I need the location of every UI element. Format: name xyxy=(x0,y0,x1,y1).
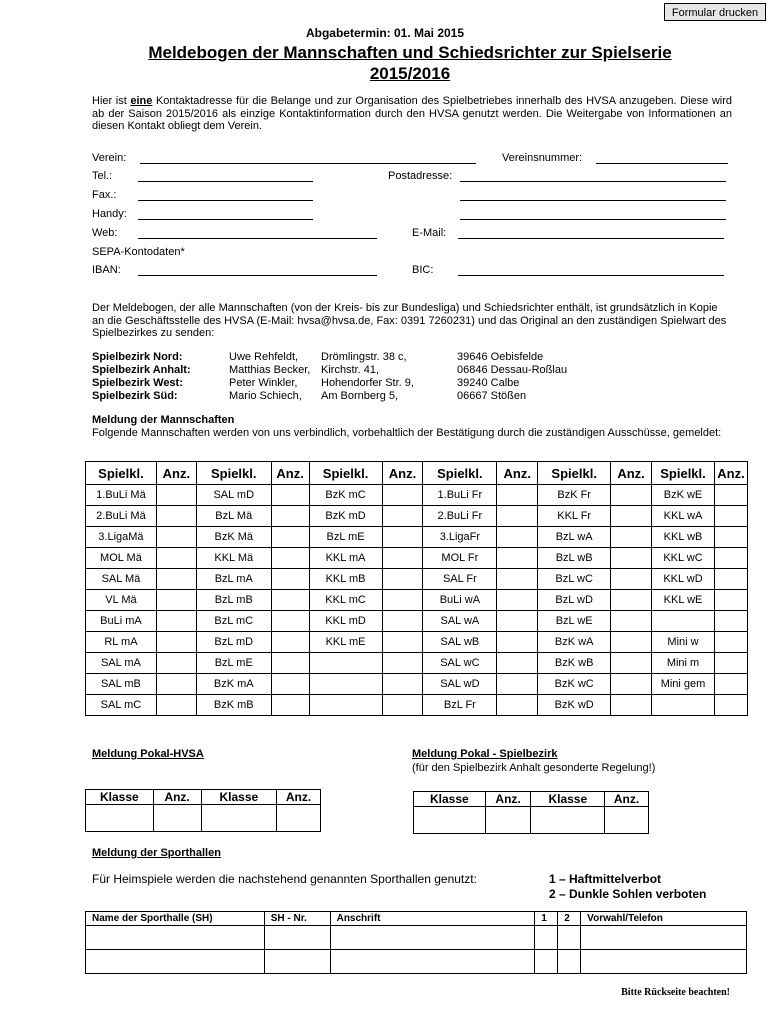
team-class-cell: SAL mA xyxy=(86,653,157,674)
team-class-cell: BzL mB xyxy=(196,590,271,611)
klasse-cell[interactable] xyxy=(201,805,277,832)
intro-paragraph xyxy=(92,95,732,133)
team-class-cell: KKL mB xyxy=(309,569,382,590)
web-label: Web: xyxy=(92,227,118,239)
column-header: Anz. xyxy=(271,462,309,485)
team-class-cell: 2.BuLi Mä xyxy=(86,506,157,527)
team-count-cell[interactable] xyxy=(271,485,309,506)
team-count-cell[interactable] xyxy=(714,695,747,716)
team-class-cell: BzK mD xyxy=(309,506,382,527)
team-count-cell[interactable] xyxy=(497,569,538,590)
bezirk-name: Spielbezirk Nord: xyxy=(92,351,183,363)
column-header: Spielkl. xyxy=(538,462,611,485)
team-count-cell[interactable] xyxy=(271,590,309,611)
team-count-cell[interactable] xyxy=(271,632,309,653)
team-count-cell[interactable] xyxy=(382,569,423,590)
bezirk-person: Matthias Becker, xyxy=(229,364,311,376)
hall-check-1-cell[interactable] xyxy=(535,926,558,950)
column-header: Anz. xyxy=(156,462,196,485)
team-class-cell: BzL mE xyxy=(196,653,271,674)
team-count-cell[interactable] xyxy=(714,506,747,527)
bezirk-city: 06667 Stößen xyxy=(457,390,527,402)
table-row xyxy=(86,569,748,590)
tel-field[interactable] xyxy=(138,181,313,182)
team-count-cell[interactable] xyxy=(714,653,747,674)
team-class-cell: KKL wB xyxy=(652,527,715,548)
deadline: Abgabetermin: 01. Mai 2015 xyxy=(305,26,465,40)
halls-table xyxy=(85,911,747,974)
team-class-cell: SAL mB xyxy=(86,674,157,695)
team-count-cell[interactable] xyxy=(382,506,423,527)
team-class-cell: MOL Fr xyxy=(423,548,497,569)
team-count-cell[interactable] xyxy=(156,485,196,506)
print-form-button[interactable]: Formular drucken xyxy=(664,3,766,21)
halls-text: Für Heimspiele werden die nachstehend genannten Sporthallen genutzt: xyxy=(92,872,477,886)
team-count-cell[interactable] xyxy=(382,632,423,653)
team-count-cell[interactable] xyxy=(714,569,747,590)
team-count-cell[interactable] xyxy=(714,485,747,506)
team-count-cell[interactable] xyxy=(611,548,652,569)
team-count-cell[interactable] xyxy=(714,590,747,611)
team-class-cell: BzK wA xyxy=(538,632,611,653)
pokal-bezirk-note: (für den Spielbezirk Anhalt gesonderte Regelung!) xyxy=(412,762,656,774)
team-class-cell: BuLi wA xyxy=(423,590,497,611)
team-class-cell: RL mA xyxy=(86,632,157,653)
teams-heading: Meldung der Mannschaften xyxy=(92,414,235,426)
column-header: 1 xyxy=(535,912,558,926)
team-class-cell: SAL Fr xyxy=(423,569,497,590)
hall-address-cell[interactable] xyxy=(330,950,535,974)
table-row xyxy=(86,611,748,632)
team-class-cell: KKL mC xyxy=(309,590,382,611)
hall-check-2-cell[interactable] xyxy=(558,926,581,950)
team-count-cell[interactable] xyxy=(156,548,196,569)
team-count-cell[interactable] xyxy=(382,590,423,611)
team-count-cell[interactable] xyxy=(271,548,309,569)
bezirk-person: Peter Winkler, xyxy=(229,377,298,389)
team-class-cell: SAL mD xyxy=(196,485,271,506)
column-header: Anz. xyxy=(153,790,201,805)
web-field[interactable] xyxy=(138,238,377,239)
team-count-cell[interactable] xyxy=(497,674,538,695)
column-header: Anz. xyxy=(714,462,747,485)
team-class-cell xyxy=(309,695,382,716)
team-count-cell[interactable] xyxy=(611,485,652,506)
team-class-cell: KKL Fr xyxy=(538,506,611,527)
pokal-hvsa-table xyxy=(85,789,321,832)
intro-part-2: Kontaktadresse für die Belange und zur Organisation des Spielbetriebes innerhalb des HVSA anzugeben. Diese wird ab der Saison 2015/2016 als einzige Kontaktinformation durch den HVSA genutzt werden. Die Weitergabe von Informationen an diesen Kontakt obliegt dem Verein. xyxy=(92,95,733,132)
column-header: Anz. xyxy=(605,792,649,807)
postadresse-label: Postadresse: xyxy=(388,170,453,182)
bezirk-street: Drömlingstr. 38 c, xyxy=(321,351,407,363)
verein-label: Verein: xyxy=(92,152,127,164)
hall-address-cell[interactable] xyxy=(330,926,535,950)
team-class-cell: BzL mE xyxy=(309,527,382,548)
team-class-cell: 1.BuLi Fr xyxy=(423,485,497,506)
postadresse-field[interactable] xyxy=(460,181,726,182)
anzahl-cell[interactable] xyxy=(153,805,201,832)
team-class-cell: KKL mD xyxy=(309,611,382,632)
klasse-cell[interactable] xyxy=(531,807,605,834)
iban-label: IBAN: xyxy=(92,264,121,276)
team-count-cell[interactable] xyxy=(611,653,652,674)
team-class-cell: KKL wE xyxy=(652,590,715,611)
team-class-cell: BzL Fr xyxy=(423,695,497,716)
team-count-cell[interactable] xyxy=(156,695,196,716)
team-class-cell: KKL wD xyxy=(652,569,715,590)
team-class-cell: BzK wC xyxy=(538,674,611,695)
table-row xyxy=(86,950,747,974)
table-row xyxy=(86,632,748,653)
pokal-hvsa-heading: Meldung Pokal-HVSA xyxy=(92,748,204,760)
column-header: Klasse xyxy=(531,792,605,807)
column-header: Anz. xyxy=(485,792,531,807)
pokal-bezirk-table xyxy=(413,791,649,834)
fax-label: Fax.: xyxy=(92,189,117,201)
column-header: Anz. xyxy=(382,462,423,485)
team-class-cell: BzK wB xyxy=(538,653,611,674)
team-count-cell[interactable] xyxy=(497,611,538,632)
tel-label: Tel.: xyxy=(92,170,113,182)
column-header: Spielkl. xyxy=(86,462,157,485)
klasse-cell[interactable] xyxy=(414,807,486,834)
team-class-cell: BzL mA xyxy=(196,569,271,590)
team-count-cell[interactable] xyxy=(714,548,747,569)
column-header: Klasse xyxy=(414,792,486,807)
team-count-cell[interactable] xyxy=(156,590,196,611)
postadresse-field-3[interactable] xyxy=(460,219,726,220)
team-count-cell[interactable] xyxy=(382,674,423,695)
sepa-label: SEPA-Kontodaten* xyxy=(92,246,185,258)
team-count-cell[interactable] xyxy=(497,527,538,548)
anzahl-cell[interactable] xyxy=(605,807,649,834)
team-class-cell: 3.LigaFr xyxy=(423,527,497,548)
team-class-cell: Mini gem xyxy=(652,674,715,695)
team-count-cell[interactable] xyxy=(497,590,538,611)
team-class-cell: BzK wE xyxy=(652,485,715,506)
bezirk-street: Kirchstr. 41, xyxy=(321,364,380,376)
team-class-cell: Mini m xyxy=(652,653,715,674)
column-header: Spielkl. xyxy=(196,462,271,485)
halls-heading: Meldung der Sporthallen xyxy=(92,847,221,859)
team-count-cell[interactable] xyxy=(611,611,652,632)
team-class-cell: 2.BuLi Fr xyxy=(423,506,497,527)
halls-legend-2: 2 – Dunkle Sohlen verboten xyxy=(549,887,707,901)
team-class-cell: VL Mä xyxy=(86,590,157,611)
table-row xyxy=(86,485,748,506)
team-count-cell[interactable] xyxy=(271,653,309,674)
team-class-cell: KKL Mä xyxy=(196,548,271,569)
team-count-cell[interactable] xyxy=(497,695,538,716)
team-class-cell: BzK Fr xyxy=(538,485,611,506)
team-class-cell: BzK Mä xyxy=(196,527,271,548)
table-row xyxy=(86,653,748,674)
postadresse-field-2[interactable] xyxy=(460,200,726,201)
team-count-cell[interactable] xyxy=(382,653,423,674)
bezirk-street: Hohendorfer Str. 9, xyxy=(321,377,414,389)
bezirk-name: Spielbezirk Süd: xyxy=(92,390,178,402)
team-count-cell[interactable] xyxy=(611,527,652,548)
bic-label: BIC: xyxy=(412,264,434,276)
team-count-cell[interactable] xyxy=(271,674,309,695)
team-class-cell: BuLi mA xyxy=(86,611,157,632)
team-count-cell[interactable] xyxy=(156,653,196,674)
hall-check-1-cell[interactable] xyxy=(535,950,558,974)
column-header: Name der Sporthalle (SH) xyxy=(86,912,265,926)
table-row xyxy=(86,926,747,950)
team-class-cell: 1.BuLi Mä xyxy=(86,485,157,506)
team-class-cell: SAL wC xyxy=(423,653,497,674)
bezirk-person: Uwe Rehfeldt, xyxy=(229,351,299,363)
klasse-cell[interactable] xyxy=(86,805,154,832)
bezirk-name: Spielbezirk Anhalt: xyxy=(92,364,191,376)
column-header: Vorwahl/Telefon xyxy=(581,912,747,926)
hall-check-2-cell[interactable] xyxy=(558,950,581,974)
bezirk-street: Am Bornberg 5, xyxy=(321,390,399,402)
handy-label: Handy: xyxy=(92,208,127,220)
team-class-cell: BzL wD xyxy=(538,590,611,611)
team-class-cell: KKL mE xyxy=(309,632,382,653)
team-count-cell[interactable] xyxy=(271,506,309,527)
bic-field[interactable] xyxy=(458,275,724,276)
team-class-cell: SAL wA xyxy=(423,611,497,632)
verein-field[interactable] xyxy=(140,163,476,164)
table-row xyxy=(86,548,748,569)
team-count-cell[interactable] xyxy=(497,485,538,506)
team-count-cell[interactable] xyxy=(611,632,652,653)
bezirk-city: 06846 Dessau-Roßlau xyxy=(457,364,568,376)
intro-part-1: Hier ist xyxy=(92,95,131,107)
fax-field[interactable] xyxy=(138,200,313,201)
team-class-cell: BzL mD xyxy=(196,632,271,653)
teams-table xyxy=(85,461,748,716)
team-count-cell[interactable] xyxy=(714,611,747,632)
team-count-cell[interactable] xyxy=(382,527,423,548)
footer-note: Bitte Rückseite beachten! xyxy=(621,987,730,998)
team-class-cell: BzL wA xyxy=(538,527,611,548)
title-line-2: 2015/2016 xyxy=(369,64,451,83)
table-row xyxy=(86,527,748,548)
team-count-cell[interactable] xyxy=(271,695,309,716)
bezirk-name: Spielbezirk West: xyxy=(92,377,183,389)
column-header: Klasse xyxy=(201,790,277,805)
bezirk-city: 39646 Oebisfelde xyxy=(457,351,544,363)
vereinsnummer-field[interactable] xyxy=(596,163,728,164)
team-count-cell[interactable] xyxy=(156,527,196,548)
team-class-cell: BzL mC xyxy=(196,611,271,632)
team-count-cell[interactable] xyxy=(611,674,652,695)
team-count-cell[interactable] xyxy=(382,485,423,506)
team-count-cell[interactable] xyxy=(497,653,538,674)
bezirk-person: Mario Schiech, xyxy=(229,390,302,402)
halls-legend-1: 1 – Haftmittelverbot xyxy=(549,872,662,886)
team-count-cell[interactable] xyxy=(382,695,423,716)
team-class-cell: SAL wD xyxy=(423,674,497,695)
team-class-cell: 3.LigaMä xyxy=(86,527,157,548)
column-header: Spielkl. xyxy=(652,462,715,485)
hall-number-cell[interactable] xyxy=(264,950,330,974)
anzahl-cell[interactable] xyxy=(277,805,321,832)
column-header: Anz. xyxy=(497,462,538,485)
team-count-cell[interactable] xyxy=(497,548,538,569)
team-class-cell: BzL wE xyxy=(538,611,611,632)
table-row xyxy=(86,805,321,832)
team-class-cell: BzL wB xyxy=(538,548,611,569)
team-count-cell[interactable] xyxy=(156,506,196,527)
team-class-cell: SAL mC xyxy=(86,695,157,716)
team-count-cell[interactable] xyxy=(156,569,196,590)
team-class-cell: BzK mA xyxy=(196,674,271,695)
team-class-cell: SAL Mä xyxy=(86,569,157,590)
team-class-cell: BzL wC xyxy=(538,569,611,590)
title-line-1: Meldebogen der Mannschaften und Schiedsrichter zur Spielserie xyxy=(148,43,672,62)
team-count-cell[interactable] xyxy=(611,590,652,611)
team-count-cell[interactable] xyxy=(156,674,196,695)
hall-phone-cell[interactable] xyxy=(581,950,747,974)
table-row xyxy=(86,506,748,527)
anzahl-cell[interactable] xyxy=(485,807,531,834)
hall-name-cell[interactable] xyxy=(86,926,265,950)
team-class-cell: BzK mB xyxy=(196,695,271,716)
bezirk-city: 39240 Calbe xyxy=(457,377,520,389)
hall-number-cell[interactable] xyxy=(264,926,330,950)
team-class-cell: BzK wD xyxy=(538,695,611,716)
table-row xyxy=(86,695,748,716)
team-class-cell xyxy=(309,653,382,674)
pokal-bezirk-heading: Meldung Pokal - Spielbezirk xyxy=(412,748,558,760)
submission-paragraph: Der Meldebogen, der alle Mannschaften (von der Kreis- bis zur Bundesliga) und Schiedsrichter enthält, ist grundsätzlich in Kopie an die Geschäftsstelle des HVSA (E-Mail: hvsa@hvsa.de, Fax: 0391 7260231) und das Original an den zuständigen Spielwart des Spielbezirkes zu senden: xyxy=(92,302,727,339)
column-header: Spielkl. xyxy=(423,462,497,485)
column-header: Anz. xyxy=(611,462,652,485)
team-class-cell: KKL wA xyxy=(652,506,715,527)
intro-emphasis: eine xyxy=(130,95,153,107)
email-field[interactable] xyxy=(458,238,724,239)
team-count-cell[interactable] xyxy=(156,611,196,632)
team-count-cell[interactable] xyxy=(382,611,423,632)
team-count-cell[interactable] xyxy=(611,569,652,590)
team-count-cell[interactable] xyxy=(714,527,747,548)
team-class-cell xyxy=(652,695,715,716)
team-class-cell: BzL Mä xyxy=(196,506,271,527)
team-count-cell[interactable] xyxy=(271,569,309,590)
column-header: 2 xyxy=(558,912,581,926)
team-count-cell[interactable] xyxy=(382,548,423,569)
vereinsnummer-label: Vereinsnummer: xyxy=(502,152,583,164)
team-class-cell: SAL wB xyxy=(423,632,497,653)
team-count-cell[interactable] xyxy=(714,674,747,695)
teams-text: Folgende Mannschaften werden von uns verbindlich, vorbehaltlich der Bestätigung durch die zuständigen Ausschüsse, gemeldet: xyxy=(92,427,722,439)
column-header: Anschrift xyxy=(330,912,535,926)
hall-phone-cell[interactable] xyxy=(581,926,747,950)
iban-field[interactable] xyxy=(138,275,377,276)
team-class-cell: KKL wC xyxy=(652,548,715,569)
team-count-cell[interactable] xyxy=(271,611,309,632)
column-header: Spielkl. xyxy=(309,462,382,485)
handy-field[interactable] xyxy=(138,219,313,220)
team-count-cell[interactable] xyxy=(497,506,538,527)
table-row xyxy=(86,674,748,695)
hall-name-cell[interactable] xyxy=(86,950,265,974)
team-count-cell[interactable] xyxy=(156,632,196,653)
team-count-cell[interactable] xyxy=(611,695,652,716)
column-header: SH - Nr. xyxy=(264,912,330,926)
team-class-cell xyxy=(309,674,382,695)
table-row xyxy=(86,590,748,611)
team-class-cell xyxy=(652,611,715,632)
column-header: Klasse xyxy=(86,790,154,805)
email-label: E-Mail: xyxy=(412,227,447,239)
table-row xyxy=(414,807,649,834)
team-count-cell[interactable] xyxy=(611,506,652,527)
team-class-cell: MOL Mä xyxy=(86,548,157,569)
team-class-cell: KKL mA xyxy=(309,548,382,569)
page-title xyxy=(100,42,720,84)
team-class-cell: BzK mC xyxy=(309,485,382,506)
team-class-cell: Mini w xyxy=(652,632,715,653)
team-count-cell[interactable] xyxy=(271,527,309,548)
team-count-cell[interactable] xyxy=(714,632,747,653)
team-count-cell[interactable] xyxy=(497,632,538,653)
column-header: Anz. xyxy=(277,790,321,805)
